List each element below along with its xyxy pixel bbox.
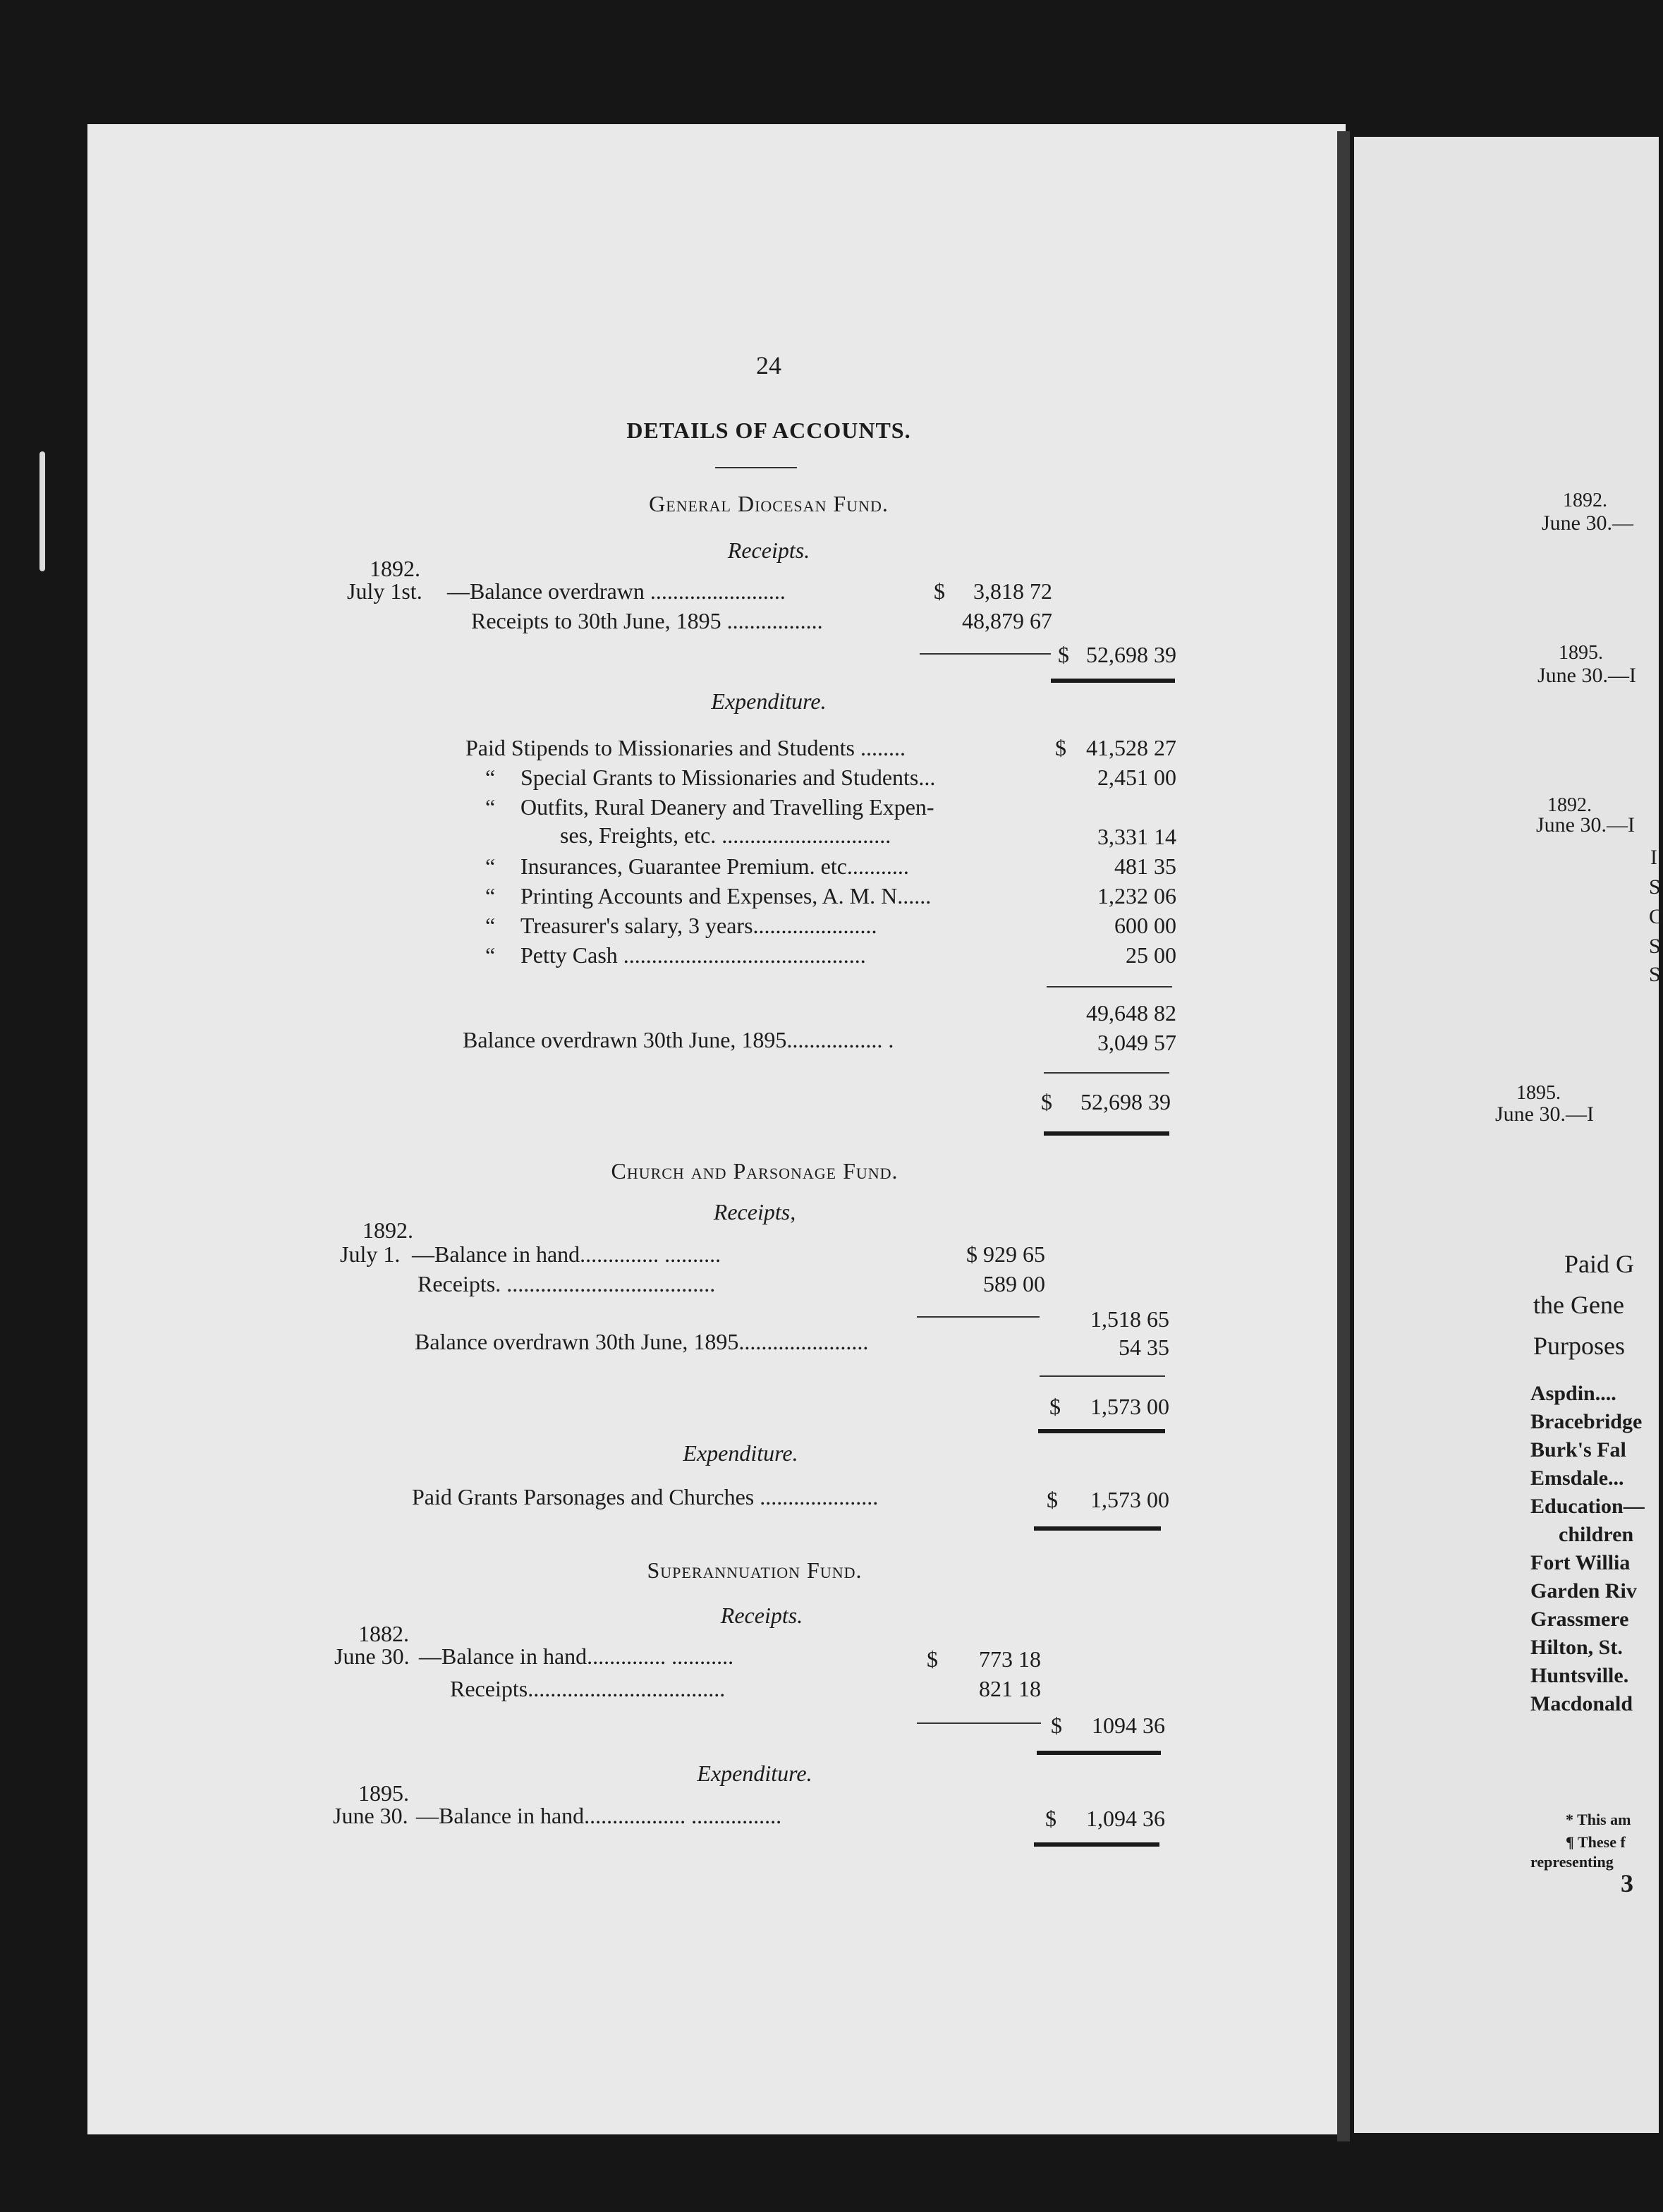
church-total-dollar: $ [1049,1394,1061,1419]
rp-place: Education— [1530,1495,1645,1518]
church-e1-amount: 1,573 00 [1090,1487,1169,1512]
rp-stub: S [1649,963,1661,986]
rp-place: Bracebridge [1530,1410,1643,1433]
general-r-total-dollar: $ [1058,642,1069,667]
church-r2-text: Receipts. ..................................... [418,1271,716,1296]
church-receipts-label: Receipts, [713,1199,796,1224]
rule [920,653,1051,655]
general-receipts-label: Receipts. [727,537,810,563]
general-e3-text2: ses, Freights, etc. .............................. [560,822,891,848]
rp-year-2: 1895. [1559,642,1603,664]
rp-place: Huntsville. [1530,1664,1629,1687]
rp-place: Burk's Fal [1530,1438,1626,1462]
rp-date-4: June 30.—I [1495,1102,1594,1126]
rp-date-3: June 30.—I [1536,813,1635,837]
church-heading: Church and Parsonage Fund. [611,1158,898,1184]
rule [1044,1072,1169,1074]
church-e1-dollar: $ [1047,1487,1058,1512]
rp-stub: S [1649,875,1661,899]
general-bal-amount: 3,049 57 [1097,1030,1176,1055]
general-heading: General Diocesan Fund. [649,491,889,516]
rp-year-3: 1892. [1547,794,1592,816]
page-title: DETAILS OF ACCOUNTS. [626,418,911,443]
general-e1-text: Paid Stipends to Missionaries and Students ........ [465,735,906,760]
rp-footnote: * This am [1566,1811,1631,1828]
super-e1-date: June 30. [333,1803,408,1828]
general-e4-amount: 481 35 [1114,853,1176,879]
general-e1-dollar: $ [1055,735,1066,760]
general-e7-text: Petty Cash ........................................... [520,942,866,968]
rp-year-1: 1892. [1563,490,1607,511]
super-r1-date: June 30. [334,1643,410,1669]
super-e1-amount: 1,094 36 [1086,1806,1165,1831]
super-expenditure-label: Expenditure. [697,1761,812,1786]
page-gutter [1337,131,1350,2141]
ditto-mark: “ [485,765,496,790]
rule [917,1316,1040,1318]
super-r1-dollar: $ [927,1646,938,1672]
super-r2-text: Receipts................................... [450,1676,726,1701]
double-rule [1044,1131,1169,1136]
general-r-total: 52,698 39 [1086,642,1176,667]
ditto-mark: “ [485,883,496,909]
church-expenditure-label: Expenditure. [683,1440,798,1466]
general-e3-text: Outfits, Rural Deanery and Travelling Expen- [520,794,934,820]
general-r1-dollar: $ [934,578,945,604]
super-r1-amount: 773 18 [979,1646,1041,1672]
church-total: 1,573 00 [1090,1394,1169,1419]
double-rule [1037,1751,1161,1755]
general-expenditure-label: Expenditure. [711,688,827,714]
rp-para: Paid G [1564,1250,1634,1278]
super-receipts-label: Receipts. [720,1603,803,1628]
general-e1-amount: 41,528 27 [1086,735,1176,760]
church-r1-text: —Balance in hand.............. .......... [412,1241,721,1267]
general-year: 1892. [370,556,420,581]
page-number: 24 [756,351,781,379]
rp-footnote: ¶ These f [1566,1833,1626,1851]
general-e6-amount: 600 00 [1114,913,1176,938]
ditto-mark: “ [485,794,496,820]
general-e7-amount: 25 00 [1126,942,1176,968]
general-r2-text: Receipts to 30th June, 1895 ................. [471,608,823,633]
general-e5-text: Printing Accounts and Expenses, A. M. N...... [520,883,932,909]
rp-place: Macdonald [1530,1692,1633,1715]
super-total: 1094 36 [1092,1713,1165,1738]
rp-para: the Gene [1533,1291,1624,1319]
rp-place: Hilton, St. [1530,1636,1623,1659]
rp-place: Emsdale... [1530,1466,1624,1490]
general-bal-text: Balance overdrawn 30th June, 1895................. . [463,1027,894,1052]
super-year2: 1895. [358,1780,409,1806]
ditto-mark: “ [485,913,496,938]
church-year: 1892. [363,1217,413,1243]
double-rule [1034,1842,1159,1847]
super-heading: Superannuation Fund. [647,1557,863,1583]
general-r2-amount: 48,879 67 [962,608,1052,633]
church-sub: 1,518 65 [1090,1306,1169,1332]
super-total-dollar: $ [1051,1713,1062,1738]
super-year: 1882. [358,1621,409,1646]
rp-place: Garden Riv [1530,1579,1637,1603]
rp-place: children [1559,1523,1634,1546]
church-r2-amount: 589 00 [983,1271,1045,1296]
church-bal-amount: 54 35 [1119,1335,1169,1360]
rule [917,1722,1041,1724]
rp-place: Aspdin.... [1530,1382,1616,1405]
super-r2-amount: 821 18 [979,1676,1041,1701]
general-e2-amount: 2,451 00 [1097,765,1176,790]
ditto-mark: “ [485,853,496,879]
church-r1-amount: $ 929 65 [966,1241,1045,1267]
scan-mark [39,451,45,571]
church-r1-date: July 1. [340,1241,401,1267]
rp-stub: C [1649,905,1663,928]
rp-para: Purposes [1533,1332,1626,1360]
general-r1-date: July 1st. [347,578,422,604]
rp-signature-mark: 3 [1621,1869,1633,1897]
rp-year-4: 1895. [1516,1082,1561,1104]
rp-date-1: June 30.— [1542,511,1633,535]
rp-stub: I [1650,846,1657,869]
super-r1-text: —Balance in hand.............. ........... [419,1643,734,1669]
rp-place: Grassmere [1530,1608,1629,1631]
general-e6-text: Treasurer's salary, 3 years...................... [520,913,877,938]
rp-place: Fort Willia [1530,1551,1631,1574]
double-rule [1034,1526,1161,1531]
rule [1040,1375,1165,1377]
general-e4-text: Insurances, Guarantee Premium. etc........... [520,853,909,879]
rp-footnote: representing [1530,1853,1614,1871]
general-e-total-dollar: $ [1041,1089,1052,1114]
church-bal-text: Balance overdrawn 30th June, 1895....................... [415,1329,869,1354]
general-e-total: 52,698 39 [1080,1089,1171,1114]
general-e5-amount: 1,232 06 [1097,883,1176,909]
general-e3-amount: 3,331 14 [1097,824,1176,849]
super-e1-dollar: $ [1045,1806,1056,1831]
rp-date-2: June 30.—I [1537,664,1636,687]
title-rule [715,467,797,468]
rp-stub: S [1649,935,1661,958]
rule [1047,986,1172,988]
general-r1-amount: 3,818 72 [973,578,1052,604]
double-rule [1038,1429,1165,1433]
super-e1-text: —Balance in hand.................. ................ [416,1803,782,1828]
church-e1-text: Paid Grants Parsonages and Churches ..................... [412,1484,879,1509]
general-e2-text: Special Grants to Missionaries and Students... [520,765,936,790]
double-rule [1051,679,1175,683]
general-subtotal: 49,648 82 [1086,1000,1176,1026]
ditto-mark: “ [485,942,496,968]
general-r1-text: —Balance overdrawn ........................ [447,578,786,604]
